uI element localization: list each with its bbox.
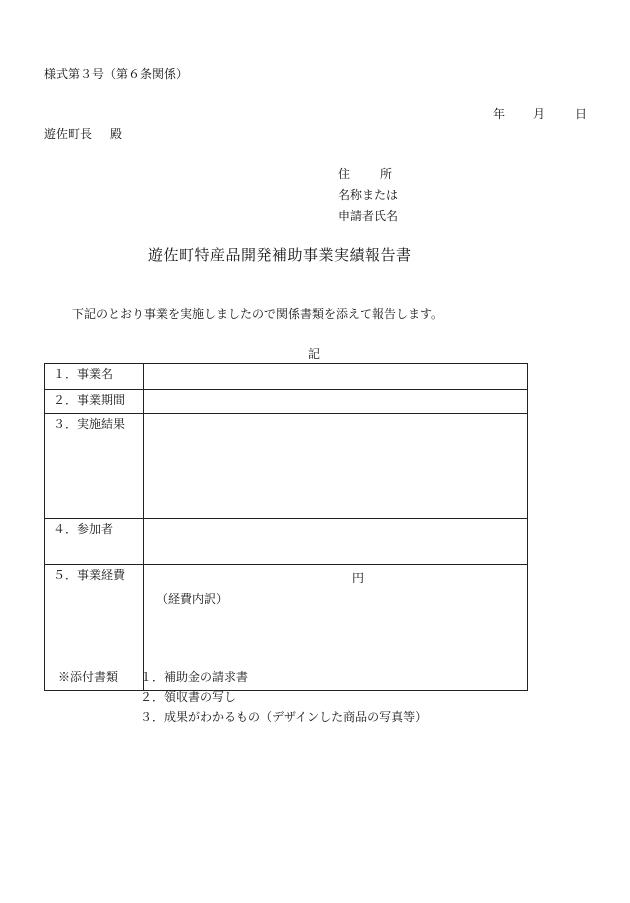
- table-row: [45, 364, 528, 390]
- row-label-participants: ４．参加者: [45, 519, 144, 565]
- addressee-honorific: 殿: [110, 127, 123, 141]
- table-row: [45, 390, 528, 414]
- date-line: [493, 108, 587, 120]
- results-field[interactable]: [144, 414, 528, 519]
- date-day-label: 日: [575, 107, 588, 121]
- applicant-name-label-2: 申請者氏名: [338, 209, 399, 223]
- attachment-item-3: ３．成果がわかるもの（デザインした商品の写真等）: [140, 710, 428, 724]
- body-text: 下記のとおり事業を実施しましたので関係書類を添えて報告します。: [72, 307, 444, 321]
- date-month-label: 月: [533, 107, 546, 121]
- row-label-project-period: ２．事業期間: [45, 390, 144, 414]
- row-label-results: ３．実施結果: [45, 414, 144, 519]
- applicant-block: [338, 168, 422, 231]
- report-table: [44, 363, 528, 691]
- date-year-label: 年: [493, 107, 506, 121]
- document-title: 遊佐町特産品開発補助事業実績報告書: [148, 246, 412, 264]
- row-label-project-name: １．事業名: [45, 364, 144, 390]
- project-name-field[interactable]: [144, 364, 528, 390]
- applicant-address-label: 住所: [338, 167, 423, 181]
- form-number: 様式第３号（第６条関係）: [44, 67, 189, 81]
- table-row: [45, 414, 528, 519]
- yen-unit: 円: [352, 571, 365, 585]
- expense-breakdown-label: （経費内訳）: [156, 592, 229, 606]
- addressee-name: 遊佐町長: [44, 127, 93, 141]
- addressee: [44, 128, 122, 140]
- attachments-label: ※添付書類: [58, 670, 119, 684]
- project-period-field[interactable]: [144, 390, 528, 414]
- ki-label: 記: [308, 347, 321, 361]
- attachment-item-1: １．補助金の請求書: [140, 670, 249, 684]
- participants-field[interactable]: [144, 519, 528, 565]
- attachment-item-2: ２．領収書の写し: [140, 690, 237, 704]
- table-row: [45, 519, 528, 565]
- row-label-expenses: ５．事業経費: [45, 565, 144, 691]
- applicant-name-label-1: 名称または: [338, 188, 399, 202]
